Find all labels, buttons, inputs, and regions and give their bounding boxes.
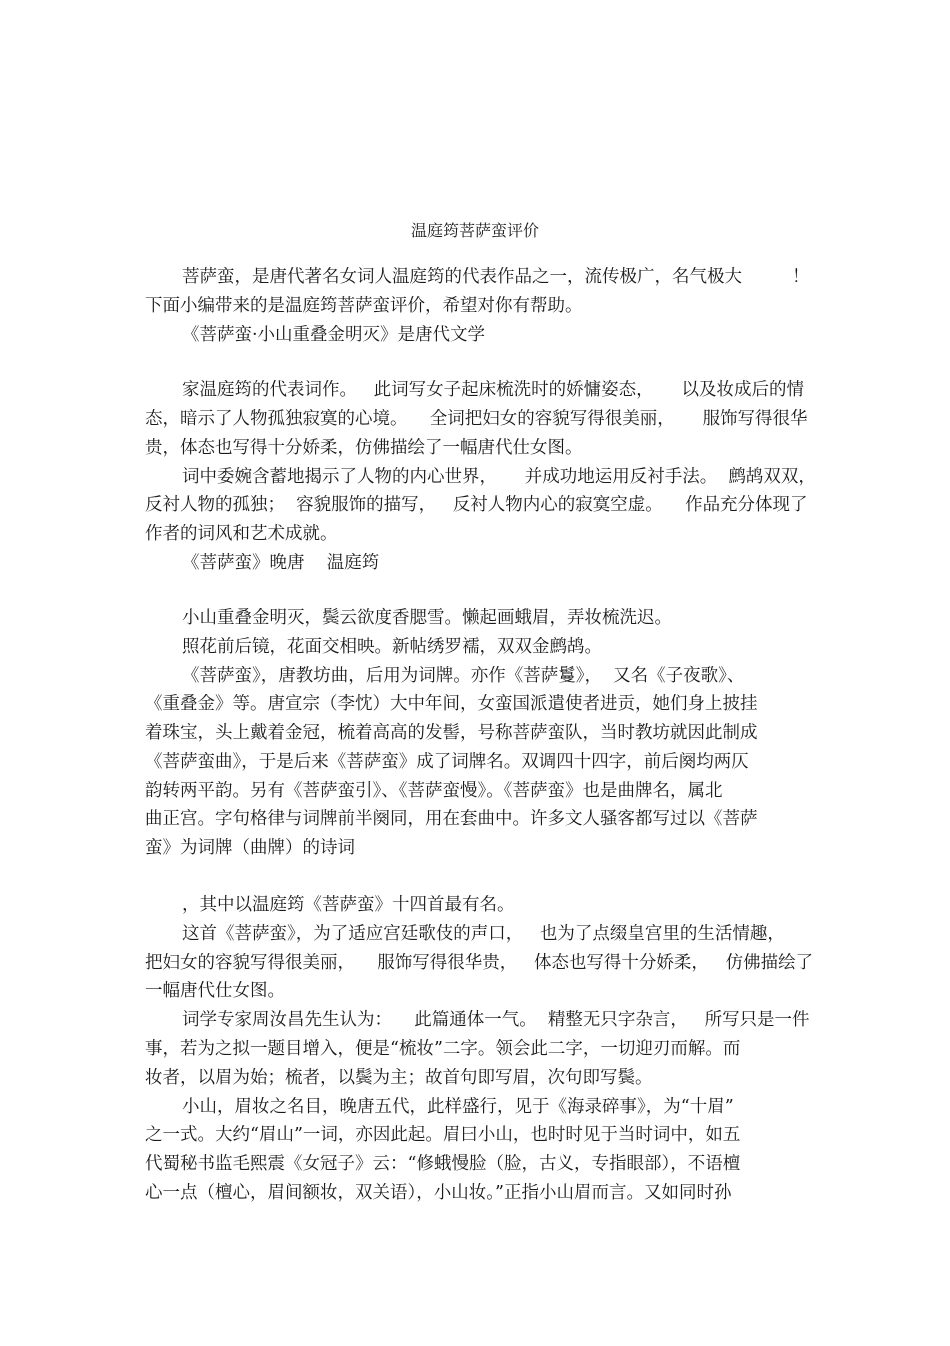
text-line: 之一式。大约“眉山”一词，亦因此起。眉曰小山，也时时见于当时词中，如五: [145, 1125, 741, 1145]
text-line: 《菩萨蛮曲》，于是后来《菩萨蛮》成了词牌名。双调四十四字，前后阕均两仄: [145, 752, 749, 772]
text-line: 态，暗示了人物孤独寂寞的心境。 全词把妇女的容貌写得很美丽， 服饰写得很华: [145, 409, 808, 429]
text-line: 《重叠金》等。唐宣宗（李忱）大中年间，女蛮国派遣使者进贡，她们身上披挂: [145, 694, 758, 714]
text-line: 这首《菩萨蛮》，为了适应宫廷歌伎的声口， 也为了点缀皇宫里的生活情趣，: [182, 924, 785, 944]
text-line: 曲正宫。字句格律与词牌前半阕同，用在套曲中。许多文人骚客都写过以《菩萨: [145, 809, 758, 829]
text-line: 代蜀秘书监毛熙震《女冠子》云：“修蛾慢脸（脸，古义，专指眼部），不语檀: [145, 1154, 741, 1174]
text-line: 反衬人物的孤独； 容貌服饰的描写， 反衬人物内心的寂寞空虚。 作品充分体现了: [145, 495, 808, 515]
text-line: 蛮》为词牌（曲牌）的诗词: [145, 838, 355, 858]
text-line: 韵转两平韵。另有《菩萨蛮引》、《菩萨蛮慢》。《菩萨蛮》也是曲牌名，属北: [145, 781, 723, 801]
text-line: 照花前后镜，花面交相映。新帖绣罗襦，双双金鹧鸪。: [182, 637, 602, 657]
text-line: 心一点（檀心，眉间额妆，双关语），小山妆。”正指小山眉而言。又如同时孙: [145, 1183, 732, 1203]
text-line: 词学专家周汝昌先生认为： 此篇通体一气。 精整无只字杂言， 所写只是一件: [182, 1010, 810, 1030]
text-line: 下面小编带来的是温庭筠菩萨蛮评价，希望对你有帮助。: [145, 296, 583, 316]
text-line: 家温庭筠的代表词作。 此词写女子起床梳洗时的娇慵姿态， 以及妆成后的情: [182, 380, 804, 400]
text-line: 把妇女的容貌写得很美丽， 服饰写得很华贵， 体态也写得十分娇柔， 仿佛描绘了: [145, 953, 814, 973]
text-line: 《菩萨蛮·小山重叠金明灭》是唐代文学: [182, 325, 486, 345]
text-line: ，其中以温庭筠《菩萨蛮》十四首最有名。: [182, 895, 515, 915]
text-line: 贵，体态也写得十分娇柔，仿佛描绘了一幅唐代仕女图。: [145, 438, 583, 458]
document-title: 温庭筠菩萨蛮评价: [410, 221, 539, 240]
text-line: 《菩萨蛮》晚唐 温庭筠: [182, 553, 380, 573]
text-line: 作者的词风和艺术成就。: [145, 524, 338, 544]
text-line: 《菩萨蛮》，唐教坊曲，后用为词牌。亦作《菩萨鬘》， 又名《子夜歌》、: [182, 666, 745, 686]
text-line: 词中委婉含蓄地揭示了人物的内心世界， 并成功地运用反衬手法。 鹧鸪双双，: [182, 467, 816, 487]
text-line: 菩萨蛮，是唐代著名女词人温庭筠的代表作品之一，流传极广，名气极大 ！: [182, 267, 810, 287]
text-line: 妆者，以眉为始；梳者，以鬓为主；故首句即写眉，次句即写鬓。: [145, 1068, 653, 1088]
text-line: 一幅唐代仕女图。: [145, 981, 285, 1001]
text-line: 着珠宝，头上戴着金冠，梳着高高的发髻，号称菩萨蛮队，当时教坊就因此制成: [145, 723, 758, 743]
text-line: 小山重叠金明灭，鬓云欲度香腮雪。懒起画蛾眉，弄妆梳洗迟。: [182, 608, 672, 628]
text-line: 小山，眉妆之名目，晚唐五代，此样盛行，见于《海录碎事》，为“十眉”: [182, 1097, 734, 1117]
text-line: 事，若为之拟一题目增入，便是“梳妆”二字。领会此二字，一切迎刃而解。而: [145, 1039, 741, 1059]
